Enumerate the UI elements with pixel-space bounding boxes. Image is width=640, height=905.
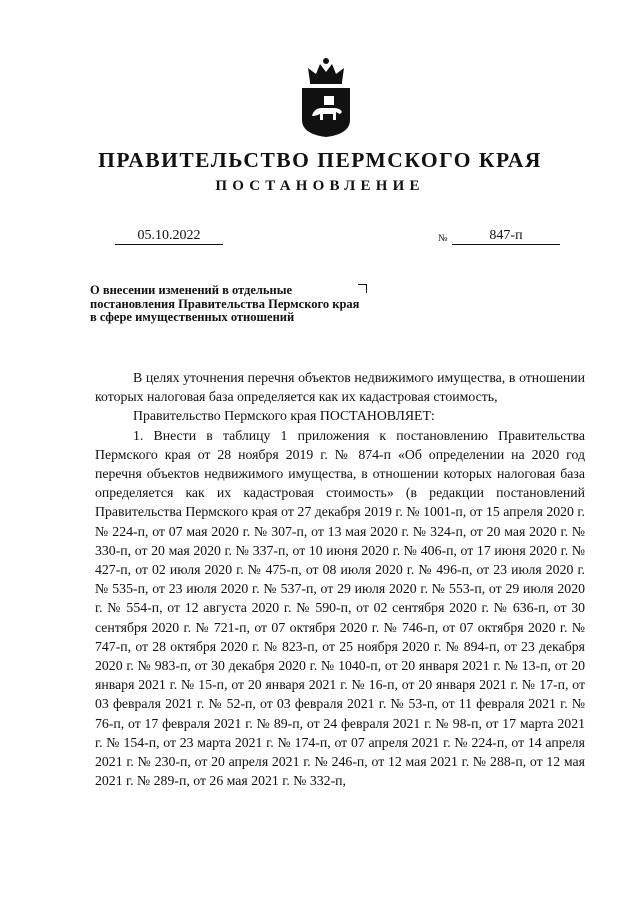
document-subject: О внесении изменений в отдельные постановления Правительства Пермского края в сфере имущественных отношений	[90, 283, 360, 324]
document-date: 05.10.2022	[115, 227, 223, 245]
preamble-paragraph: В целях уточнения перечня объектов недвижимого имущества, в отношении которых налоговая база определяется как их кадастровая стоимость,	[95, 370, 585, 405]
government-title: ПРАВИТЕЛЬСТВО ПЕРМСКОГО КРАЯ	[98, 148, 542, 172]
item-1-paragraph: 1. Внести в таблицу 1 приложения к постановлению Правительства Пермского края от 28 ноября 2019 г. № 874-п «Об определении на 2020 год перечня объектов недвижимого имущества, в отношении которых налоговая база определяется как их кадастровая стоимость» (в редакции постановлений Правительства Пермского края от 27 декабря 2019 г. № 1001-п, от 15 апреля 2020 г. № 224-п, от 07 мая 2020 г. № 307-п, от 13 мая 2020 г. № 324-п, от 20 мая 2020 г. № 330-п, от 20 мая 2020 г. № 337-п, от 10 июня 2020 г. № 406-п, от 17 июня 2020 г. № 427-п, от 02 июля 2020 г. № 475-п, от 08 июля 2020 г. № 496-п, от 23 июля 2020 г. № 535-п, от 23 июля 2020 г. № 537-п, от 29 июля 2020 г. № 553-п, от 29 июля 2020 г. № 554-п, от 12 августа 2020 г. № 590-п, от 02 сентября 2020 г. № 636-п, от 30 сентября 2020 г. № 721-п, от 07 октября 2020 г. № 746-п, от 07 октября 2020 г. № 747-п, от 28 октября 2020 г. № 823-п, от 25 ноября 2020 г. № 894-п, от 23 декабря 2020 г. № 983-п, от 30 декабря 2020 г. № 1040-п, от 20 января 2021 г. № 13-п, от 20 января 2021 г. № 15-п, от 20 января 2021 г. № 16-п, от 20 января 2021 г. № 17-п, от 03 февраля 2021 г. № 52-п, от 03 февраля 2021 г. № 53-п, от 11 февраля 2021 г. № 76-п, от 17 февраля 2021 г. № 89-п, от 24 февраля 2021 г. № 98-п, от 17 марта 2021 г. № 154-п, от 23 марта 2021 г. № 174-п, от 07 апреля 2021 г. № 224-п, от 14 апреля 2021 г. № 230-п, от 20 апреля 2021 г. № 246-п, от 12 мая 2021 г. № 288-п, от 12 мая 2021 г. № 289-п, от 26 мая 2021 г. № 332-п,	[95, 427, 585, 789]
document-type: ПОСТАНОВЛЕНИЕ	[215, 178, 425, 194]
corner-bracket-mark	[358, 284, 367, 293]
document-number: 847-п	[452, 227, 560, 245]
number-label: №	[438, 233, 448, 244]
document-body	[95, 368, 585, 790]
resolves-paragraph: Правительство Пермского края ПОСТАНОВЛЯЕТ:	[133, 408, 435, 424]
coat-of-arms-icon	[298, 56, 354, 138]
